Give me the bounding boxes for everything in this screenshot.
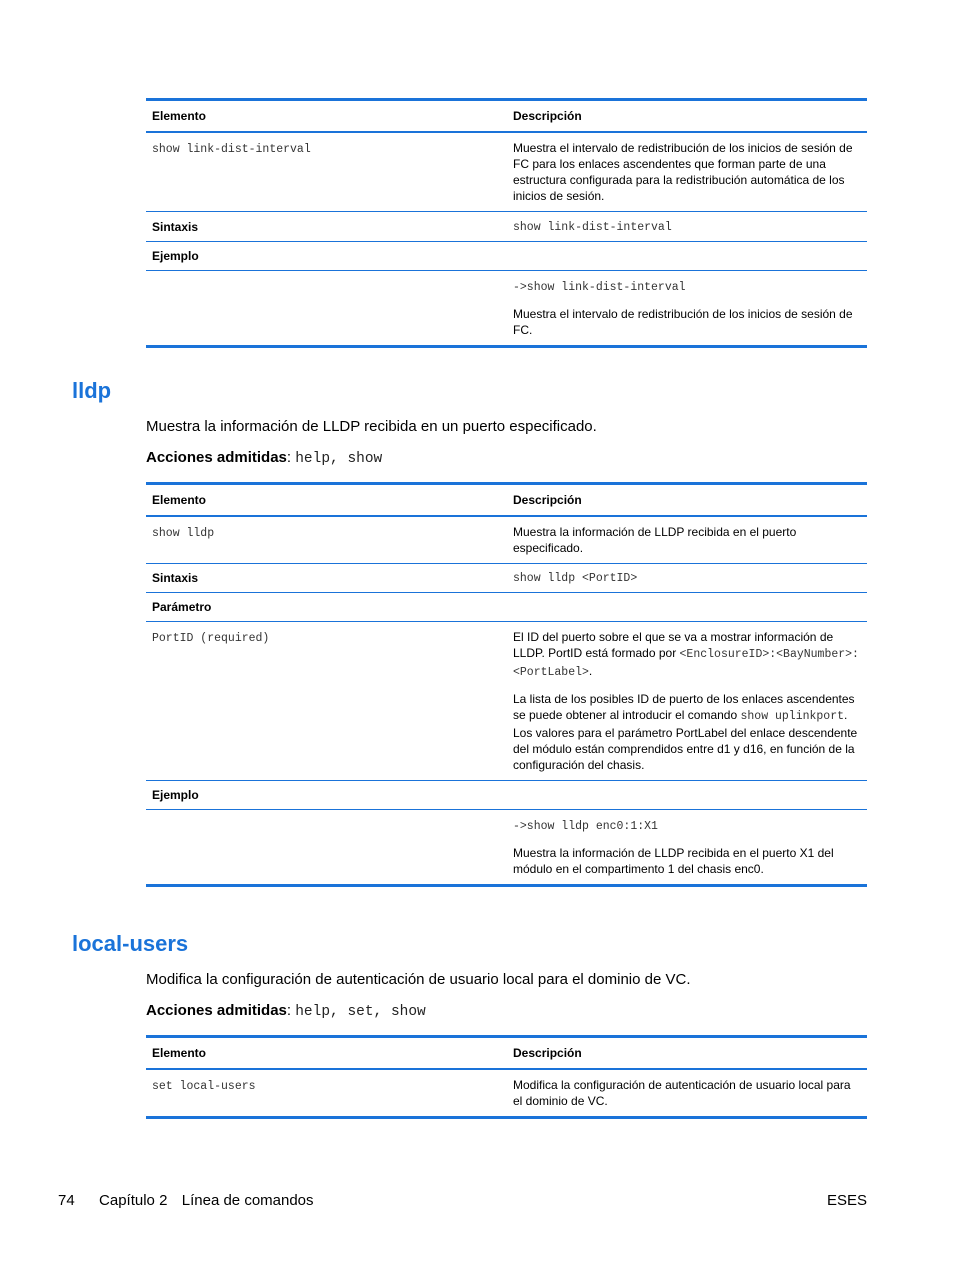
table-row (146, 132, 867, 212)
sintaxis-label: Sintaxis (146, 212, 507, 242)
header-elemento: Elemento (146, 1037, 507, 1070)
header-descripcion: Descripción (507, 100, 867, 133)
acciones-separator: : (286, 449, 296, 466)
param-desc-text: La lista de los posibles ID de puerto de los enlaces ascendentes se puede obtener al introducir el comando (513, 692, 855, 722)
command-description: Muestra el intervalo de redistribución de los inicios de sesión de FC para los enlaces ascendentes que forman parte de una estructura configurada para la redistribución automática de los inicios de sesión. (507, 132, 867, 212)
command-description: Muestra la información de LLDP recibida en el puerto especificado. (507, 516, 867, 564)
command-description: Modifica la configuración de autenticación de usuario local para el dominio de VC. (507, 1069, 867, 1118)
page-footer (58, 1192, 867, 1209)
param-desc-text: . Los valores para el parámetro PortLabel del enlace descendente del módulo están comprendidos entre d1 y d16, en función de la configuración del chasis. (513, 708, 858, 772)
acciones-value: help, show (295, 451, 383, 467)
header-elemento: Elemento (146, 100, 507, 133)
table-header-row (146, 100, 867, 133)
ejemplo-command: ->show lldp enc0:1:X1 (513, 820, 658, 833)
header-elemento: Elemento (146, 484, 507, 517)
param-description-2 (513, 691, 861, 773)
uplinkport-command-code: show uplinkport (740, 710, 845, 723)
table-row (146, 1069, 867, 1118)
param-format-code: <EnclosureID>:<BayNumber>:<PortLabel> (513, 648, 859, 679)
sintaxis-label: Sintaxis (146, 564, 507, 593)
header-descripcion: Descripción (507, 1037, 867, 1070)
footer-locale-code: ESES (826, 1192, 867, 1209)
command-name: show link-dist-interval (152, 143, 311, 156)
acciones-separator: : (286, 1002, 296, 1019)
ejemplo-description: Muestra el intervalo de redistribución de los inicios de sesión de FC. (513, 307, 853, 337)
table-row (146, 271, 867, 347)
param-description-1 (513, 629, 861, 681)
acciones-value: help, set, show (295, 1004, 426, 1020)
table-row (146, 593, 867, 622)
param-name: PortID (required) (152, 632, 270, 645)
acciones-label: Acciones admitidas (146, 1002, 287, 1019)
ejemplo-label: Ejemplo (146, 781, 507, 810)
section-title-local-users: local-users (72, 931, 189, 956)
parametro-label: Parámetro (146, 593, 507, 622)
sintaxis-value: show lldp <PortID> (513, 572, 638, 585)
table-row (146, 622, 867, 781)
table-header-row (146, 484, 867, 517)
lldp-table (146, 482, 867, 887)
local-users-intro: Modifica la configuración de autenticación de usuario local para el dominio de VC. (146, 971, 691, 988)
table-row (146, 212, 867, 242)
table-row (146, 781, 867, 810)
lldp-intro: Muestra la información de LLDP recibida en un puerto especificado. (146, 418, 597, 435)
lldp-acciones (146, 449, 382, 467)
command-name: set local-users (152, 1080, 256, 1093)
chapter-label: Capítulo 2 (99, 1192, 168, 1209)
table-row (146, 516, 867, 564)
local-users-acciones (146, 1002, 426, 1020)
ejemplo-description: Muestra la información de LLDP recibida en el puerto X1 del módulo en el compartimento 1 del chasis enc0. (513, 846, 834, 876)
header-descripcion: Descripción (507, 484, 867, 517)
param-desc-text: El ID del puerto sobre el que se va a mostrar información de LLDP. PortID está formado por (513, 630, 834, 660)
sintaxis-value: show link-dist-interval (513, 220, 672, 234)
param-desc-text: . (588, 664, 593, 678)
link-dist-interval-table (146, 98, 867, 348)
page-number: 74 (58, 1192, 75, 1209)
section-title-lldp: lldp (72, 378, 112, 403)
ejemplo-label: Ejemplo (146, 242, 507, 271)
table-row (146, 564, 867, 593)
table-row (146, 810, 867, 886)
table-header-row (146, 1037, 867, 1070)
table-row (146, 242, 867, 271)
ejemplo-command: ->show link-dist-interval (513, 281, 686, 294)
command-name: show lldp (152, 527, 215, 540)
acciones-label: Acciones admitidas (146, 449, 287, 466)
chapter-title: Línea de comandos (181, 1192, 314, 1209)
local-users-table (146, 1035, 867, 1119)
